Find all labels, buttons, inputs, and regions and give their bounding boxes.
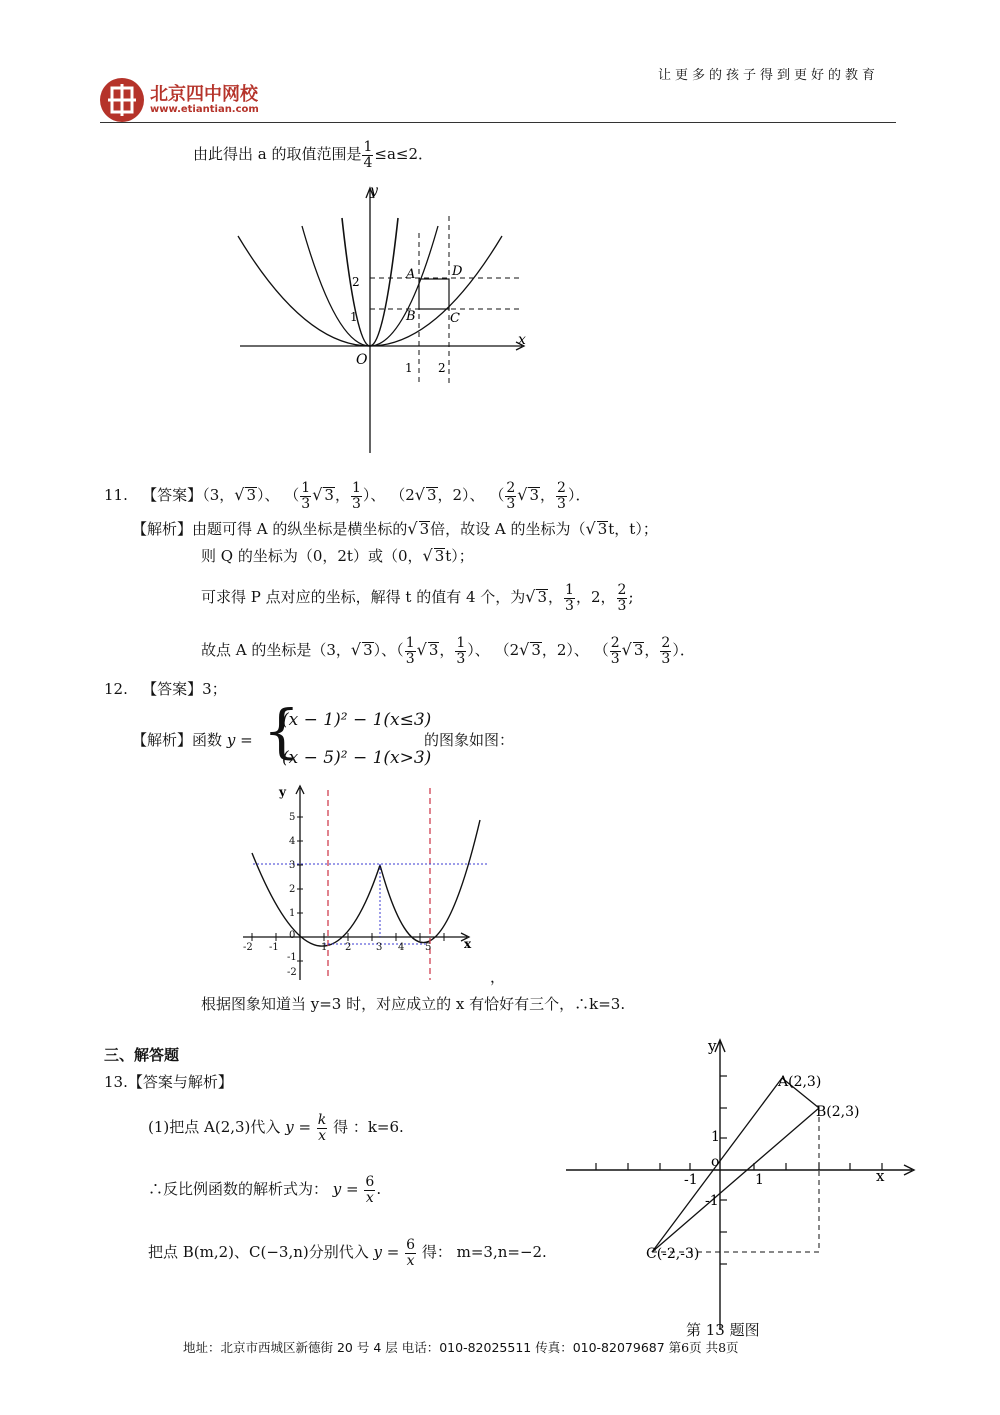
- point-a-label: A(2,3): [778, 1074, 822, 1090]
- page-footer: [183, 1338, 739, 1356]
- y-tick-1: 1: [289, 908, 296, 919]
- logo-name: 北京四中网校: [150, 84, 258, 105]
- triangle-graph: [560, 1030, 920, 1335]
- logo-url: www.etiantian.com: [150, 104, 259, 115]
- x-tick-neg1: -1: [684, 1172, 698, 1188]
- q11-analysis-line3: 可求得 P 点对应的坐标，解得 t 的值有 4 个，为√ 3， $\frac{1}{3}$ ，2， $\frac{2}{3}$ ;: [201, 582, 634, 614]
- q13-line1: (1)把点 A(2,3)代入 y = $\frac{k}{x}$ 得 ：k=6.: [148, 1112, 404, 1144]
- piecewise-brace: {: [263, 697, 300, 765]
- q12-answer: 12. 【答案】3；: [104, 680, 227, 698]
- x-axis-label: x: [876, 1167, 885, 1185]
- origin-label: O: [356, 352, 368, 368]
- y-tick-neg1: -1: [287, 952, 297, 963]
- q11-analysis-line1: 【解析】由题可得 A 的纵坐标是横坐标的√ 3倍，故设 A 的坐标为（√ 3t，t）；: [132, 519, 658, 538]
- x-tick-neg2: -2: [243, 942, 253, 953]
- y-tick-5: 5: [289, 812, 296, 823]
- x-tick-0: 0: [289, 930, 296, 941]
- q13-line3: 把点 B(m,2)、C(−3,n)分别代入 y = $\frac{6}{x}$ 得： m=3,n=−2.: [148, 1237, 547, 1269]
- school-logo-icon: [100, 78, 144, 122]
- x-tick-5: 5: [425, 942, 432, 953]
- y-tick-1: 1: [350, 310, 358, 324]
- q11-analysis-line2: 则 Q 的坐标为（0，2t）或（0，√ 3t）；: [201, 546, 474, 565]
- y-tick-1: 1: [711, 1129, 720, 1145]
- point-b-label: B(2,3): [816, 1104, 860, 1120]
- x-tick-neg1: -1: [269, 942, 279, 953]
- y-tick-4: 4: [289, 836, 296, 847]
- q12-analysis-lead: 【解析】函数 y =: [132, 731, 253, 749]
- point-c-label: C(-2,-3): [646, 1246, 700, 1262]
- point-a-label: A: [406, 267, 416, 282]
- x-tick-2: 2: [345, 942, 352, 953]
- parabola-graph: [230, 178, 530, 458]
- y-axis-label: y: [708, 1037, 717, 1055]
- x-axis-label: x: [464, 937, 472, 951]
- q13-line2: ∴反比例函数的解析式为： y = $\frac{6}{x}$ .: [148, 1174, 382, 1206]
- y-tick-2: 2: [352, 275, 360, 289]
- point-c-label: C: [450, 311, 460, 326]
- x-tick-1: 1: [321, 942, 328, 953]
- header-slogan: 让更多的孩子得到更好的教育: [658, 68, 880, 83]
- origin-label: o: [711, 1154, 720, 1170]
- q11-answer: 11. 【答案】（3，√ 3）、 （ $\frac{1}{3}$ √ 3， $\frac{1}{3}$ ）、 （2√ 3，2）、 （ $\frac{2}{3}$ √ 3， $\frac{2}{3}$ ）．: [104, 480, 591, 512]
- figure-caption: 第 13 题图: [686, 1321, 760, 1339]
- x-axis-label: x: [518, 332, 526, 348]
- x-tick-3: 3: [376, 942, 383, 953]
- x-tick-4: 4: [398, 942, 405, 953]
- x-tick-1: 1: [405, 361, 413, 375]
- graph2-comma: ，: [490, 968, 506, 986]
- x-tick-2: 2: [438, 361, 446, 375]
- point-b-label: B: [406, 309, 416, 324]
- q11-analysis-line4: 故点 A 的坐标是（3，√ 3）、（ $\frac{1}{3}$ √ 3， $\frac{1}{3}$ ）、 （2√ 3，2）、 （ $\frac{2}{3}$ √ 3， $\frac{2}{3}$ ）．: [201, 635, 695, 667]
- x-tick-1: 1: [755, 1172, 764, 1188]
- y-axis-label: y: [279, 785, 286, 799]
- q13-heading: 13.【答案与解析】: [104, 1073, 233, 1091]
- point-d-label: D: [452, 264, 463, 279]
- footer-address: 地址：北京市西城区新德街 20 号 4 层 电话：010-82025511 传真：010-82079687: [183, 1340, 665, 1355]
- y-axis-label: y: [370, 183, 378, 199]
- piecewise-graph: [235, 780, 495, 985]
- piecewise-case-1: (x − 1)² − 1(x≤3): [282, 710, 432, 730]
- q12-func-tail: 的图象如图：: [424, 731, 515, 749]
- header-divider: [100, 122, 896, 123]
- piecewise-case-2: (x − 5)² − 1(x>3): [282, 748, 432, 768]
- section-title: 三、解答题: [104, 1046, 180, 1064]
- q12-conclusion: 根据图象知道当 y=3 时，对应成立的 x 有恰好有三个，∴k=3.: [201, 995, 626, 1013]
- y-tick-neg1: -1: [705, 1193, 719, 1209]
- y-tick-2: 2: [289, 884, 296, 895]
- page-number: 第6页 共8页: [668, 1340, 739, 1355]
- range-statement: 由此得出 a 的取值范围是 $\frac{1}{4}$ ≤a≤2．: [193, 139, 434, 171]
- y-tick-neg2: -2: [287, 967, 297, 978]
- y-tick-3: 3: [289, 860, 296, 871]
